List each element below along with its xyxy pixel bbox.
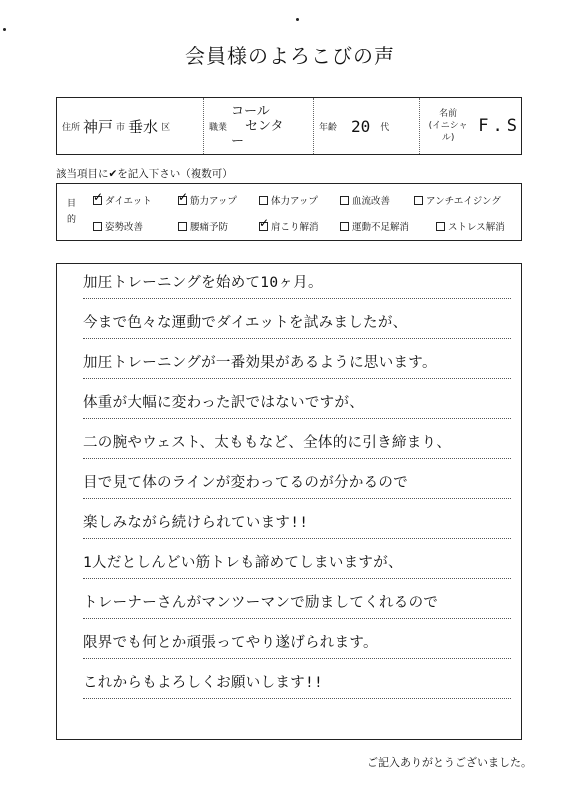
message-line: 楽しみながら続けられています!!: [83, 510, 511, 539]
checkbox-icon[interactable]: [93, 222, 102, 231]
name-value: F.S: [478, 116, 521, 136]
option-label: ストレス解消: [448, 222, 505, 233]
checkbox-checked-icon[interactable]: [178, 196, 187, 205]
name-label-line2: (イニシャル): [428, 121, 468, 143]
option-label: 体力アップ: [271, 196, 318, 207]
option-exercise[interactable]: [340, 219, 409, 233]
option-stress[interactable]: [436, 219, 505, 233]
purpose-label-char2: 的: [67, 215, 77, 225]
page-title: 会員様のよろこびの声: [185, 44, 395, 68]
job-label: 職業: [209, 122, 228, 133]
option-stamina[interactable]: [259, 193, 318, 207]
message-line: 1人だとしんどい筋トレも諦めてしまいますが、: [83, 550, 511, 579]
checklist-instruction: 該当項目に✔を記入下さい（複数可）: [56, 168, 233, 180]
option-label: 筋力アップ: [190, 196, 237, 207]
purpose-label-char1: 目: [67, 199, 77, 209]
testimonial-box: [56, 263, 522, 740]
scan-mark-top: [296, 18, 299, 21]
member-info-box: [56, 97, 522, 155]
job-value-line2: センター: [231, 118, 284, 149]
purpose-checklist: [56, 183, 522, 241]
message-line: これからもよろしくお願いします!!: [83, 670, 511, 699]
option-label: 腰痛予防: [190, 222, 229, 233]
scan-mark-left: [3, 28, 6, 31]
message-line: 加圧トレーニングが一番効果があるように思います。: [83, 350, 511, 379]
purpose-label: [67, 196, 77, 228]
checkbox-checked-icon[interactable]: [259, 222, 268, 231]
option-diet[interactable]: [93, 193, 152, 207]
name-cell: [420, 98, 521, 154]
job-value: [231, 104, 291, 149]
name-label: [426, 108, 470, 144]
address-city-value: 神戸: [83, 117, 114, 136]
option-label: 運動不足解消: [352, 222, 410, 233]
message-line: 体重が大幅に変わった訳ではないですが、: [83, 390, 511, 419]
ward-suffix: 区: [161, 122, 171, 133]
checkbox-checked-icon[interactable]: [93, 196, 102, 205]
option-label: 肩こり解消: [271, 222, 319, 233]
job-value-line1: コール: [231, 103, 270, 119]
option-circulation[interactable]: [340, 193, 390, 207]
option-label: 姿勢改善: [105, 222, 144, 233]
option-anti-aging[interactable]: [414, 193, 501, 207]
checkbox-icon[interactable]: [436, 222, 445, 231]
age-label: 年齢: [319, 122, 338, 133]
checkbox-icon[interactable]: [178, 222, 187, 231]
option-posture[interactable]: [93, 219, 143, 233]
age-cell: [314, 98, 420, 154]
message-line: トレーナーさんがマンツーマンで励ましてくれるので: [83, 590, 511, 619]
city-suffix: 市: [116, 122, 126, 133]
checkbox-icon[interactable]: [340, 222, 349, 231]
message-line: 二の腕やウェスト、太ももなど、全体的に引き締まり、: [83, 430, 511, 459]
checkbox-icon[interactable]: [259, 196, 268, 205]
checkbox-icon[interactable]: [340, 196, 349, 205]
message-line: 加圧トレーニングを始めて10ヶ月。: [83, 270, 511, 299]
checkbox-icon[interactable]: [414, 196, 423, 205]
option-strength[interactable]: [178, 193, 237, 207]
message-line: 目で見て体のラインが変わってるのが分かるので: [83, 470, 511, 499]
name-label-line1: 名前: [439, 109, 458, 119]
option-shoulder[interactable]: [259, 219, 319, 233]
job-cell: [204, 98, 314, 154]
address-ward-value: 垂水: [128, 117, 159, 136]
option-back-pain[interactable]: [178, 219, 228, 233]
age-suffix: 代: [380, 122, 390, 133]
option-label: アンチエイジング: [426, 196, 501, 207]
option-label: ダイエット: [105, 196, 152, 207]
age-value: 20: [351, 116, 371, 136]
message-line: 限界でも何とか頑張ってやり遂げられます。: [83, 630, 511, 659]
address-label: 住所: [62, 122, 81, 133]
thank-you-note: ご記入ありがとうございました。: [367, 756, 532, 769]
message-line: 今まで色々な運動でダイエットを試みましたが、: [83, 310, 511, 339]
option-label: 血流改善: [352, 196, 391, 207]
address-cell: [57, 98, 204, 154]
